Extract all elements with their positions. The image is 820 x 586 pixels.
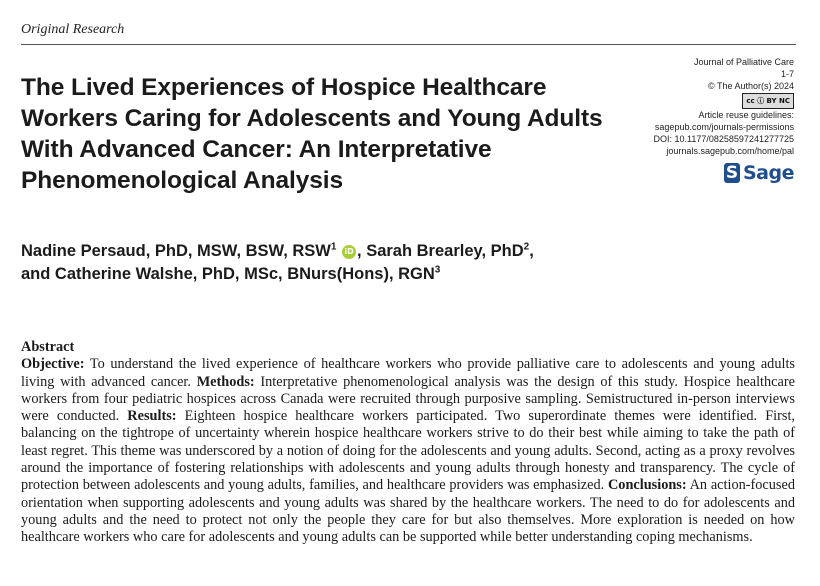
orcid-icon[interactable]: iD	[342, 245, 356, 259]
author-3-affiliation: 3	[434, 264, 441, 276]
journal-name: Journal of Palliative Care	[693, 57, 794, 67]
sage-logo-text: Sage	[743, 162, 794, 184]
author-2-affiliation: 2	[523, 241, 530, 253]
reuse-link[interactable]: sagepub.com/journals-permissions	[654, 122, 794, 132]
results-text: Eighteen hospice healthcare workers participated. Two superordinate themes were identified. First, balancing on the tightrope of uncertainty wherein hospice healthcare workers strive to do their best while aiming to take the path of least regret. This theme was underscored by a notion of doing for the adolescents and young adults. Second, acting as a proxy revolves around the importance of fostering relationships with adolescents and young adults through honesty and transparency. The cycle of protection between adolescents and young adults, families, and healthcare providers was emphasized.	[21, 408, 795, 494]
abstract-body	[21, 356, 795, 546]
conclusions-label: Conclusions:	[607, 477, 687, 494]
cc-license-icon[interactable]: cc ⓘ BY NC	[742, 93, 794, 109]
author-1-affiliation: 1	[330, 241, 337, 253]
author-2[interactable]: Sarah Brearley, PhD	[366, 242, 524, 260]
sage-s-icon: S	[725, 163, 739, 183]
author-1[interactable]: Nadine Persaud, PhD, MSW, BSW, RSW	[21, 242, 331, 260]
conclusions-text: An action-focused orientation when supporting adolescents and young adults was shared by the healthcare workers. The need to do for adolescents and young adults and the need to protect not only the people they care for but also themselves. More exploration is needed on how healthcare workers who care for adolescents and young adults can be supported while better understanding coping mechanisms.	[21, 477, 795, 546]
objective-text: To understand the lived experience of healthcare workers who provide palliative care to adolescents and young adults living with advanced cancer.	[21, 356, 795, 390]
author-list: Nadine Persaud, PhD, MSW, BSW, RSW$^1$ iD , Sarah Brearley, PhD$^2$, and Catherine Walshe, PhD, MSc, BNurs(Hons), RGN$^3$	[21, 241, 534, 283]
journal-homepage-link[interactable]: journals.sagepub.com/home/pal	[666, 146, 794, 156]
methods-text: Interpretative phenomenological analysis was the design of this study. Hospice healthcare workers from four pediatric hospices across Canada were recruited through purposive sampling. Semistructured in-person interviews were conducted.	[21, 373, 795, 425]
copyright-notice: © The Author(s) 2024	[707, 81, 794, 91]
section-label: Original Research	[21, 22, 125, 37]
author-3[interactable]: Catherine Walshe, PhD, MSc, BNurs(Hons), RGN	[54, 265, 435, 283]
page-range: 1-7	[780, 69, 794, 79]
sage-logo	[554, 163, 794, 183]
abstract-heading: Abstract	[21, 339, 75, 355]
results-label: Results:	[127, 408, 177, 425]
journal-meta	[554, 56, 794, 183]
article-title: The Lived Experiences of Hospice Healthcare Workers Caring for Adolescents and Young Adults With Advanced Cancer: An Interpretative Phenomenological Analysis	[21, 74, 603, 194]
methods-label: Methods:	[196, 373, 255, 390]
abstract-section	[21, 339, 795, 547]
doi-link[interactable]: DOI: 10.1177/08258597241277725	[653, 134, 794, 144]
objective-label: Objective:	[21, 356, 85, 373]
reuse-label: Article reuse guidelines:	[698, 110, 794, 120]
top-rule-divider	[21, 44, 796, 45]
